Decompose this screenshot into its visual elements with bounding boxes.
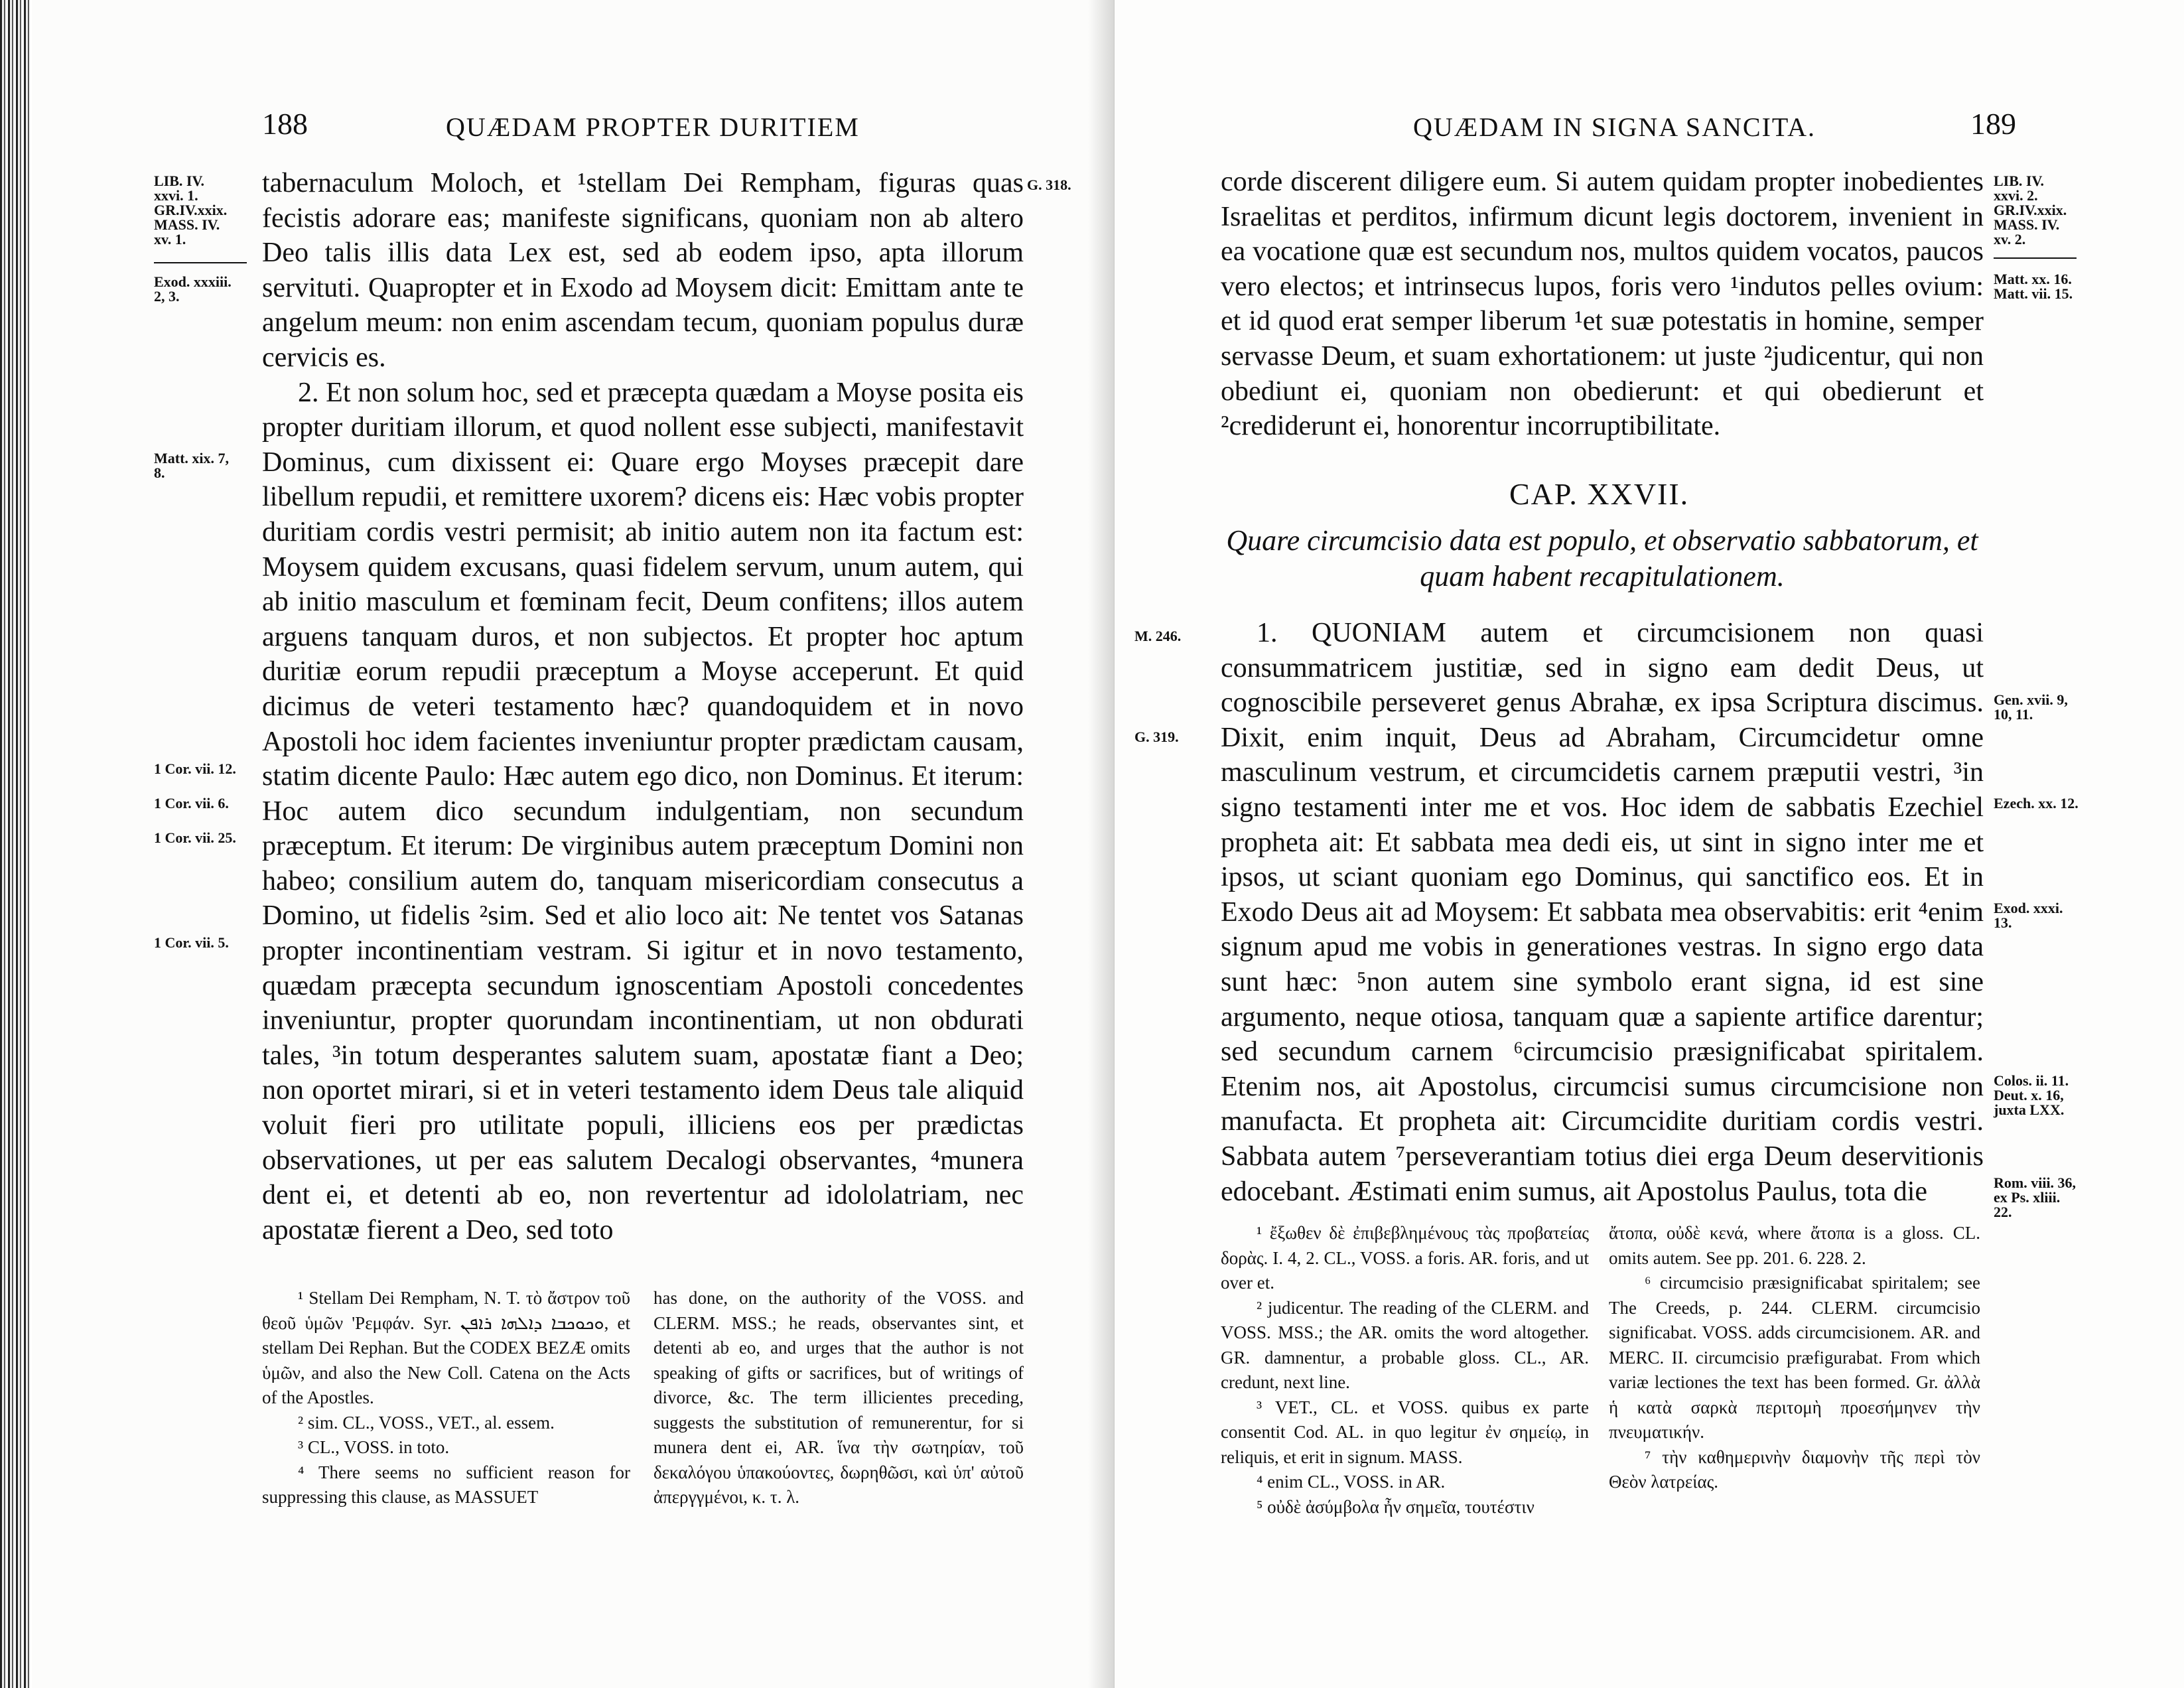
margin-reference — [154, 174, 253, 247]
margin-reference-line: LIB. IV. — [154, 173, 205, 189]
margin-reference-line: 1 Cor. vii. 25. — [154, 829, 236, 846]
margin-reference-line: G. 319. — [1134, 729, 1179, 745]
margin-reference-line: xxvi. 1. — [154, 187, 198, 204]
margin-reference — [1994, 796, 2093, 811]
margin-reference-line: 1 Cor. vii. 12. — [154, 760, 236, 777]
margin-reference-line: G. 318. — [1027, 176, 1071, 193]
body-text-top — [1221, 165, 1984, 444]
margin-reference-line: Colos. ii. 11. — [1994, 1072, 2069, 1089]
footnotes-column-2 — [1609, 1221, 1980, 1495]
footnotes-column-1 — [262, 1286, 630, 1510]
chapter-subtitle: Quare circumcisio data est populo, et observatio sabbatorum, et quam habent recapitulationem. — [1226, 524, 1978, 593]
margin-reference — [1994, 693, 2093, 722]
paragraph: 1. QUONIAM autem et circumcisionem non quasi consummatricem justitiæ, sed in signo eam dedit Deus, ut cognoscibile perseveret genus Abrahæ, ex ipsa Scriptura discimus. Dixit, enim inquit, Deus ad Abraham, Circumcidetur omne masculinum vestrum, et circumcidetis carnem præputii vestri, ³in signo testamenti inter me et vos. Hoc idem de sabbatis Ezechiel propheta ait: Et sabbata mea dedi eis, ut sint in signo inter me et ipsos, ut sciant quoniam ego Dominus, qui sanctifico eos. Et in Exodo Deus ait ad Moysem: Et sabbata mea observabitis: erit ⁴enim signum apud me vobis in generationes vestras. In signo ergo data sunt hæc: ⁵non autem sine symbolo erant signa, id est sine argumento, neque otiosa, tanquam quæ a sapiente artifice darentur; sed secundum carnem ⁶circumcisio præsignificabat spiritalem. Etenim nos, ait Apostolus, circumcisi sumus circumcisione non manufacta. Et propheta ait: Circumcidite duritiam cordis vestri. Sabbata autem ⁷perseverantiam totius diei erga Deum deservitionis edocebant. Æstimati enim sumus, ait Apostolus Paulus, tota die — [1221, 618, 1984, 1207]
margin-reference-line: GR.IV.xxix. — [1994, 202, 2067, 218]
right-page — [1115, 0, 2184, 1688]
margin-reference-line: M. 246. — [1134, 628, 1182, 644]
running-header: QUÆDAM PROPTER DURITIEM — [446, 112, 860, 142]
running-header: QUÆDAM IN SIGNA SANCITA. — [1413, 112, 1816, 142]
paragraph: corde discerent diligere eum. Si autem quidam propter inobedientes Israelitas et perditos, infirmum dicunt legis doctorem, invenient in ea vocatione quæ est secundum nos, multos quidem vocatos, paucos vero electos; et intrinsecus lupos, foris vero ¹indutos pelles ovium: et id quod erat semper liberum ¹et suæ potestatis in homine, semper servasse Deum, et suam exhortationem: ut juste ²judicentur, qui non obediunt ei, quoniam non obedierunt: et qui obedierunt et ²crediderunt ei, honorentur incorruptibilitate. — [1221, 167, 1984, 442]
margin-reference-line: GR.IV.xxix. — [154, 202, 228, 218]
footnote: ⁷ τὴν καθημερινὴν διαμονὴν τῆς περὶ τὸν Θεὸν λατρείας. — [1609, 1446, 1980, 1492]
paragraph: 2. Et non solum hoc, sed et præcepta quædam a Moyse posita eis propter duritiam illorum, et quod nollent esse subjecti, manifestavit Dominus, cum dixissent ei: Quare ergo Moyses præcepit dare libellum repudii, et remittere uxorem? dicens eis: Hæc vobis propter duritiam cordis vestri permisit; ab initio autem non ita factum est: Moysem quidem excusans, quasi fidelem servum, unum autem, qui ab initio masculum et fœminam fecit, Deum confitens; illos autem arguens tanquam duros, et non subjectos. Et propter hoc aptum duritiæ eorum repudii præceptum a Moyse acceperunt. Et quid dicimus de veteri testamento hæc? quandoquidem et in novo Apostoli hoc idem facientes inveniuntur propter prædictam causam, statim dicente Paulo: Hæc autem ego dico, non Dominus. Et iterum: Hoc autem dico secundum indulgentiam, non secundum præceptum. Et iterum: De virginibus autem præceptum Domini non habeo; consilium autem do, tanquam misericordiam consecutus a Domino, ut fidelis ²sim. Sed et alio loco ait: Ne tentet vos Satanas propter incontinentiam vestram. Si igitur et in novo testamento, quædam præcepta secundum ignoscentiam Apostoli concedentes inveniuntur, propter quorundam incontinentiam, ut non obdurati tales, ³in totum desperantes salutem suam, apostatæ fiant a Deo; non oportet mirari, si et in veteri testamento idem Deus tale aliquid voluit fieri pro utilitate populi, illiciens eos per prædictas observationes, ut per eas salutem Decalogi observantes, ⁴munera dent ei, et detenti ab eo, non revertentur ad idololatriam, nec apostatæ fierent a Deo, sed toto — [262, 377, 1024, 1245]
margin-reference-line: Exod. xxxi. — [1994, 900, 2063, 916]
margin-reference-line: 1 Cor. vii. 6. — [154, 795, 229, 811]
footnote: ¹ ἔξωθεν δὲ ἐπιβεβλημένους τὰς προβατείας δορὰς. I. 4, 2. CL., VOSS. a foris. AR. foris, and ut over et. — [1221, 1223, 1589, 1293]
footnote: ³ VET., CL. et VOSS. quibus ex parte consentit Cod. AL. in quo legitur ἐν σημείῳ, in reliquis, et erit in signum. MASS. — [1221, 1397, 1589, 1467]
margin-reference-line: 1 Cor. vii. 5. — [154, 934, 229, 951]
margin-reference-line: 13. — [1994, 914, 2012, 931]
margin-reference — [1027, 178, 1087, 192]
margin-reference-line: Gen. xvii. 9, — [1994, 691, 2068, 708]
margin-reference — [1994, 1074, 2093, 1117]
margin-reference-line: Rom. viii. 36, — [1994, 1174, 2077, 1191]
margin-reference-line: ex Ps. xliii. — [1994, 1189, 2061, 1206]
footnotes-column-1 — [1221, 1221, 1589, 1519]
margin-reference — [1134, 629, 1214, 644]
margin-reference-line: 10, 11. — [1994, 706, 2033, 723]
margin-reference-line: Deut. x. 16, — [1994, 1087, 2064, 1103]
footnote: ¹ Stellam Dei Rempham, N. T. τὸ ἄστρον τοῦ θεοῦ ὑμῶν 'Ρεμφάν. Syr. ܘܟܘܟܒܐ ܕܐܠܗܐ ܪܐܦܢ, et stellam Dei Rephan. But the CODEX BEZÆ omits ὑμῶν, and also the New Coll. Catena on the Acts of the Apostles. — [262, 1288, 630, 1407]
footnote: ² sim. CL., VOSS., VET., al. essem. — [298, 1412, 555, 1433]
footnote: has done, on the authority of the VOSS. and CLERM. MSS.; he reads, observantes sint, et detenti ab eo, and urges that the author is not speaking of gifts or sacrifices, but of writings of divorce, &c. The term illicientes preceding, suggests the substitution of remunerentur, for si munera dent ei, AR. ἵνα τὴν σωτηρίαν, τοῦ δεκαλόγου ὑπακούοντες, δωρηθῶσι, καὶ ὑπ' αὐτοῦ ἀπεργγμένοι, κ. τ. λ. — [653, 1288, 1024, 1507]
page-number: 189 — [1970, 107, 2016, 141]
margin-reference — [1994, 1176, 2093, 1220]
margin-reference — [1134, 730, 1214, 744]
page-number: 188 — [262, 107, 308, 141]
margin-reference-line: xv. 2. — [1994, 231, 2026, 247]
margin-reference-line: Matt. xx. 16. — [1994, 271, 2072, 287]
footnote: ⁴ enim CL., VOSS. in AR. — [1257, 1472, 1446, 1492]
footnote: ² judicentur. The reading of the CLERM. and VOSS. MSS.; the AR. omits the word altogether. GR. damnentur, a probable gloss. CL., AR. credunt, next line. — [1221, 1297, 1589, 1392]
margin-reference-line: Matt. vii. 15. — [1994, 285, 2073, 302]
footnote: ⁴ There seems no sufficient reason for suppressing this clause, as MASSUET — [262, 1462, 630, 1507]
margin-rule — [1994, 257, 2077, 259]
footnote: ἄτοπα, οὐδὲ κενά, where ἄτοπα is a gloss. CL. omits autem. See pp. 201. 6. 228. 2. — [1609, 1223, 1980, 1268]
margin-reference — [154, 275, 253, 304]
margin-reference — [1994, 272, 2093, 301]
margin-reference — [154, 796, 253, 811]
margin-reference — [154, 831, 253, 845]
margin-reference — [1994, 901, 2093, 930]
margin-reference-line: 8. — [154, 464, 165, 481]
margin-rule — [154, 262, 247, 263]
margin-reference-line: MASS. IV. — [1994, 216, 2060, 233]
margin-reference-line: Ezech. xx. 12. — [1994, 795, 2079, 811]
margin-reference-line: 22. — [1994, 1204, 2012, 1220]
margin-reference — [154, 936, 253, 950]
margin-reference — [1994, 174, 2093, 247]
body-text-chapter — [1221, 616, 1984, 1209]
footnotes-column-2 — [653, 1286, 1024, 1510]
margin-reference-line: juxta LXX. — [1994, 1101, 2065, 1118]
footnote: ⁵ οὐδὲ ἀσύμβολα ἦν σημεῖα, τουτέστιν — [1257, 1496, 1535, 1517]
margin-reference — [154, 762, 253, 776]
paragraph: tabernaculum Moloch, et ¹stellam Dei Rempham, figuras quas fecistis adorare eas; manifeste significans, quoniam non ab altero Deo talis illis data Lex est, sed ab eodem ipso, apta illorum servituti. Quapropter et in Exodo ad Moysem dicit: Emittam ante te angelum meum: non enim ascendam tecum, quoniam populus duræ cervicis es. — [262, 168, 1024, 373]
margin-reference-line: Matt. xix. 7, — [154, 450, 230, 466]
margin-reference — [154, 451, 253, 480]
margin-reference-line: MASS. IV. — [154, 216, 220, 233]
footnote: ³ CL., VOSS. in toto. — [298, 1437, 450, 1457]
margin-reference-line: xxvi. 2. — [1994, 187, 2038, 204]
margin-reference-line: 2, 3. — [154, 288, 180, 305]
footnote: ⁶ circumcisio præsignificabat spiritalem; see The Creeds, p. 244. CLERM. circumcisio significabat. VOSS. adds circumcisionem. AR. and MERC. II. circumcisio præfigurabat. From which variæ lectiones the text has been formed. Gr. ἀλλὰ ἡ κατὰ σαρκὰ περιτομὴ προεσήμηνεν τὴν πνευματικήν. — [1609, 1273, 1980, 1442]
margin-reference-line: LIB. IV. — [1994, 173, 2045, 189]
margin-reference-line: Exod. xxxiii. — [154, 273, 232, 290]
chapter-title: CAP. XXVII. — [1509, 477, 1690, 511]
body-text — [262, 166, 1024, 1247]
binding-edge — [0, 0, 32, 1688]
margin-reference-line: xv. 1. — [154, 231, 186, 247]
